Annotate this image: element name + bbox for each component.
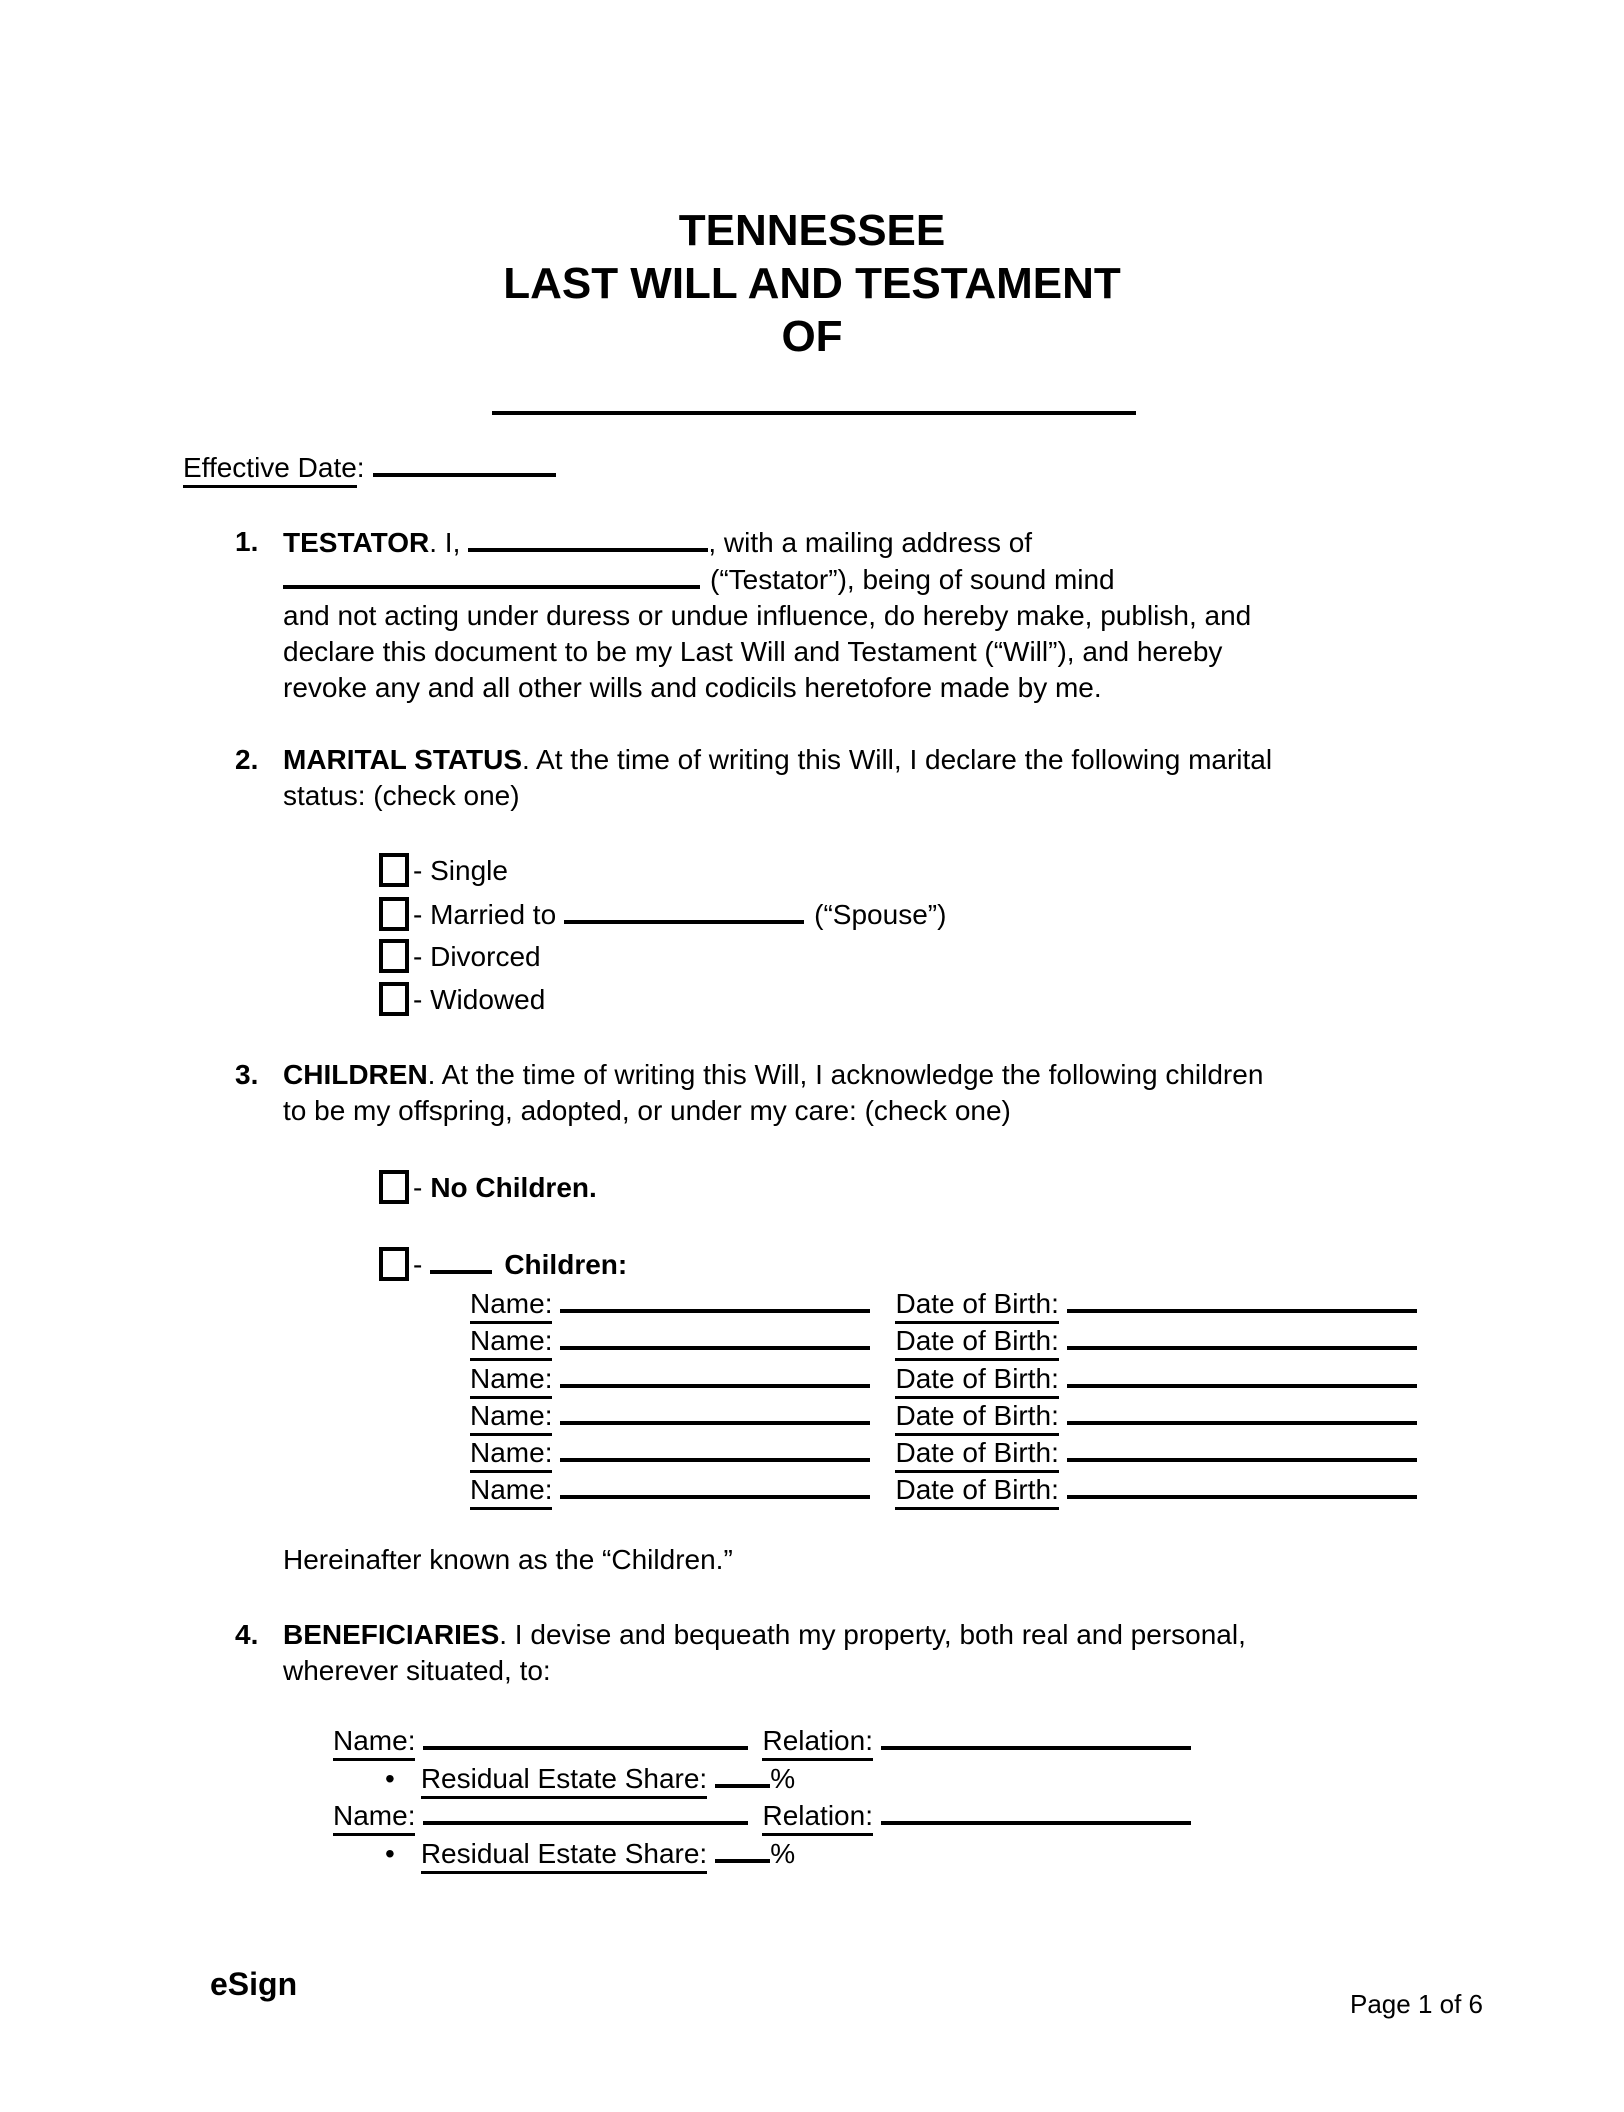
child-row-2: [470, 1322, 1417, 1359]
child-name-label: Name:: [470, 1288, 552, 1324]
beneficiary-name-field[interactable]: [423, 1722, 748, 1750]
child-row-4: [470, 1397, 1417, 1434]
child-dob-field[interactable]: [1067, 1434, 1417, 1462]
beneficiaries-line-1: [283, 1617, 1246, 1653]
no-children-option: [379, 1170, 597, 1213]
child-dob-label: Date of Birth:: [895, 1288, 1058, 1324]
percent-sign: %: [770, 1837, 796, 1869]
hereinafter-note: Hereinafter known as the “Children.”: [283, 1544, 733, 1575]
child-name-label: Name:: [470, 1474, 552, 1510]
testator-line-2: [283, 561, 1251, 598]
child-row-1: [470, 1285, 1417, 1322]
section-children: [235, 1057, 1425, 1129]
percent-sign: %: [770, 1762, 796, 1794]
single-label: - Single: [413, 855, 508, 887]
children-dash: -: [413, 1249, 423, 1280]
testator-line1-tail: , with a mailing address of: [708, 527, 1033, 558]
child-name-field[interactable]: [560, 1434, 870, 1462]
testator-line-5: revoke any and all other wills and codicils heretofore made by me.: [283, 672, 1102, 703]
title-line-of: OF: [781, 312, 843, 361]
section-marital-number: 2.: [235, 744, 259, 775]
section-testator: [235, 524, 1425, 706]
beneficiary-share-row-1: [333, 1760, 1191, 1798]
section-marital-status: [235, 742, 1425, 814]
children-heading: CHILDREN: [283, 1059, 428, 1090]
effective-date-row: [183, 449, 556, 486]
child-name-label: Name:: [470, 1363, 552, 1399]
marital-line-1: [283, 742, 1272, 778]
has-children-option: [379, 1246, 627, 1289]
marital-option-divorced: [379, 939, 946, 982]
testator-line-1: [283, 524, 1251, 561]
beneficiaries-list: [333, 1722, 1191, 1872]
children-count-field[interactable]: [430, 1246, 492, 1274]
beneficiaries-line-2: wherever situated, to:: [283, 1655, 551, 1686]
marital-option-widowed: [379, 982, 946, 1025]
bullet-icon: •: [385, 1837, 395, 1869]
marital-option-married: [379, 896, 946, 939]
child-dob-field[interactable]: [1067, 1397, 1417, 1425]
marital-option-single: [379, 853, 946, 896]
beneficiaries-paragraph: [283, 1617, 1246, 1689]
child-name-field[interactable]: [560, 1285, 870, 1313]
effective-date-label: Effective Date: [183, 452, 357, 488]
marital-paragraph: [283, 742, 1272, 814]
section-children-number: 3.: [235, 1059, 259, 1090]
children-label: Children:: [504, 1249, 628, 1280]
children-paragraph: [283, 1057, 1263, 1129]
testator-address-field[interactable]: [283, 561, 700, 589]
child-row-6: [470, 1471, 1417, 1508]
children-checkbox[interactable]: [379, 1247, 409, 1281]
child-name-field[interactable]: [560, 1360, 870, 1388]
effective-date-colon: :: [356, 452, 365, 483]
section-testator-number: 1.: [235, 526, 259, 557]
beneficiary-relation-label: Relation:: [762, 1800, 873, 1836]
testator-line-4: declare this document to be my Last Will and Testament (“Will”), and hereby: [283, 636, 1223, 667]
child-row-5: [470, 1434, 1417, 1471]
child-name-label: Name:: [470, 1400, 552, 1436]
page-indicator: Page 1 of 6: [1350, 1989, 1483, 2019]
beneficiaries-line1-tail: . I devise and bequeath my property, both real and personal,: [499, 1619, 1246, 1650]
spouse-name-field[interactable]: [564, 896, 804, 924]
beneficiaries-heading: BENEFICIARIES: [283, 1619, 500, 1650]
testator-lead: . I,: [429, 527, 461, 558]
section-beneficiaries-number: 4.: [235, 1619, 259, 1650]
beneficiary-name-field[interactable]: [423, 1797, 748, 1825]
child-dob-label: Date of Birth:: [895, 1363, 1058, 1399]
divorced-checkbox[interactable]: [379, 939, 409, 973]
title-line-state: TENNESSEE: [678, 206, 946, 255]
child-row-3: [470, 1360, 1417, 1397]
married-label: - Married to: [413, 899, 557, 930]
testator-paragraph: [283, 524, 1251, 706]
no-children-checkbox[interactable]: [379, 1170, 409, 1204]
no-children-dash: -: [413, 1172, 423, 1204]
residual-share-field[interactable]: [715, 1835, 770, 1863]
title-line-doc-type: LAST WILL AND TESTAMENT: [503, 259, 1121, 308]
married-checkbox[interactable]: [379, 897, 409, 931]
child-dob-label: Date of Birth:: [895, 1325, 1058, 1361]
bullet-icon: •: [385, 1762, 395, 1794]
child-dob-field[interactable]: [1067, 1471, 1417, 1499]
document-title: [0, 204, 1624, 363]
single-checkbox[interactable]: [379, 853, 409, 887]
section-beneficiaries: [235, 1617, 1425, 1689]
divorced-label: - Divorced: [413, 941, 541, 973]
effective-date-field[interactable]: [373, 449, 556, 477]
widowed-checkbox[interactable]: [379, 982, 409, 1016]
marital-options: [379, 853, 946, 1025]
testator-line-3: and not acting under duress or undue influence, do hereby make, publish, and: [283, 600, 1252, 631]
residual-share-label: Residual Estate Share:: [421, 1763, 707, 1799]
child-dob-label: Date of Birth:: [895, 1474, 1058, 1510]
children-line1-tail: . At the time of writing this Will, I acknowledge the following children: [427, 1059, 1264, 1090]
testator-name-field[interactable]: [468, 524, 708, 552]
child-name-field[interactable]: [560, 1322, 870, 1350]
beneficiary-share-row-2: [333, 1835, 1191, 1873]
marital-heading: MARITAL STATUS: [283, 744, 523, 775]
child-dob-field[interactable]: [1067, 1285, 1417, 1313]
spouse-suffix: (“Spouse”): [814, 899, 947, 930]
child-dob-field[interactable]: [1067, 1360, 1417, 1388]
children-line-2: to be my offspring, adopted, or under my care: (check one): [283, 1095, 1011, 1126]
beneficiary-row-1: [333, 1722, 1191, 1760]
no-children-label: No Children.: [430, 1172, 597, 1204]
child-name-label: Name:: [470, 1325, 552, 1361]
children-list: [470, 1285, 1417, 1509]
child-dob-field[interactable]: [1067, 1322, 1417, 1350]
beneficiary-relation-field[interactable]: [881, 1797, 1191, 1825]
child-name-field[interactable]: [560, 1397, 870, 1425]
children-line-1: [283, 1057, 1263, 1093]
beneficiary-relation-field[interactable]: [881, 1722, 1191, 1750]
esign-logo: eSign: [210, 1966, 298, 2002]
child-name-label: Name:: [470, 1437, 552, 1473]
testator-title-name-field[interactable]: [492, 411, 1136, 415]
testator-line2-tail: (“Testator”), being of sound mind: [710, 564, 1115, 595]
beneficiary-relation-label: Relation:: [762, 1725, 873, 1761]
testator-heading: TESTATOR: [283, 527, 430, 558]
child-dob-label: Date of Birth:: [895, 1437, 1058, 1473]
child-name-field[interactable]: [560, 1471, 870, 1499]
child-dob-label: Date of Birth:: [895, 1400, 1058, 1436]
residual-share-field[interactable]: [715, 1760, 770, 1788]
beneficiary-name-label: Name:: [333, 1800, 415, 1836]
marital-line1-tail: . At the time of writing this Will, I declare the following marital: [522, 744, 1273, 775]
widowed-label: - Widowed: [413, 984, 546, 1016]
residual-share-label: Residual Estate Share:: [421, 1838, 707, 1874]
beneficiary-name-label: Name:: [333, 1725, 415, 1761]
marital-line-2: status: (check one): [283, 780, 520, 811]
beneficiary-row-2: [333, 1797, 1191, 1835]
